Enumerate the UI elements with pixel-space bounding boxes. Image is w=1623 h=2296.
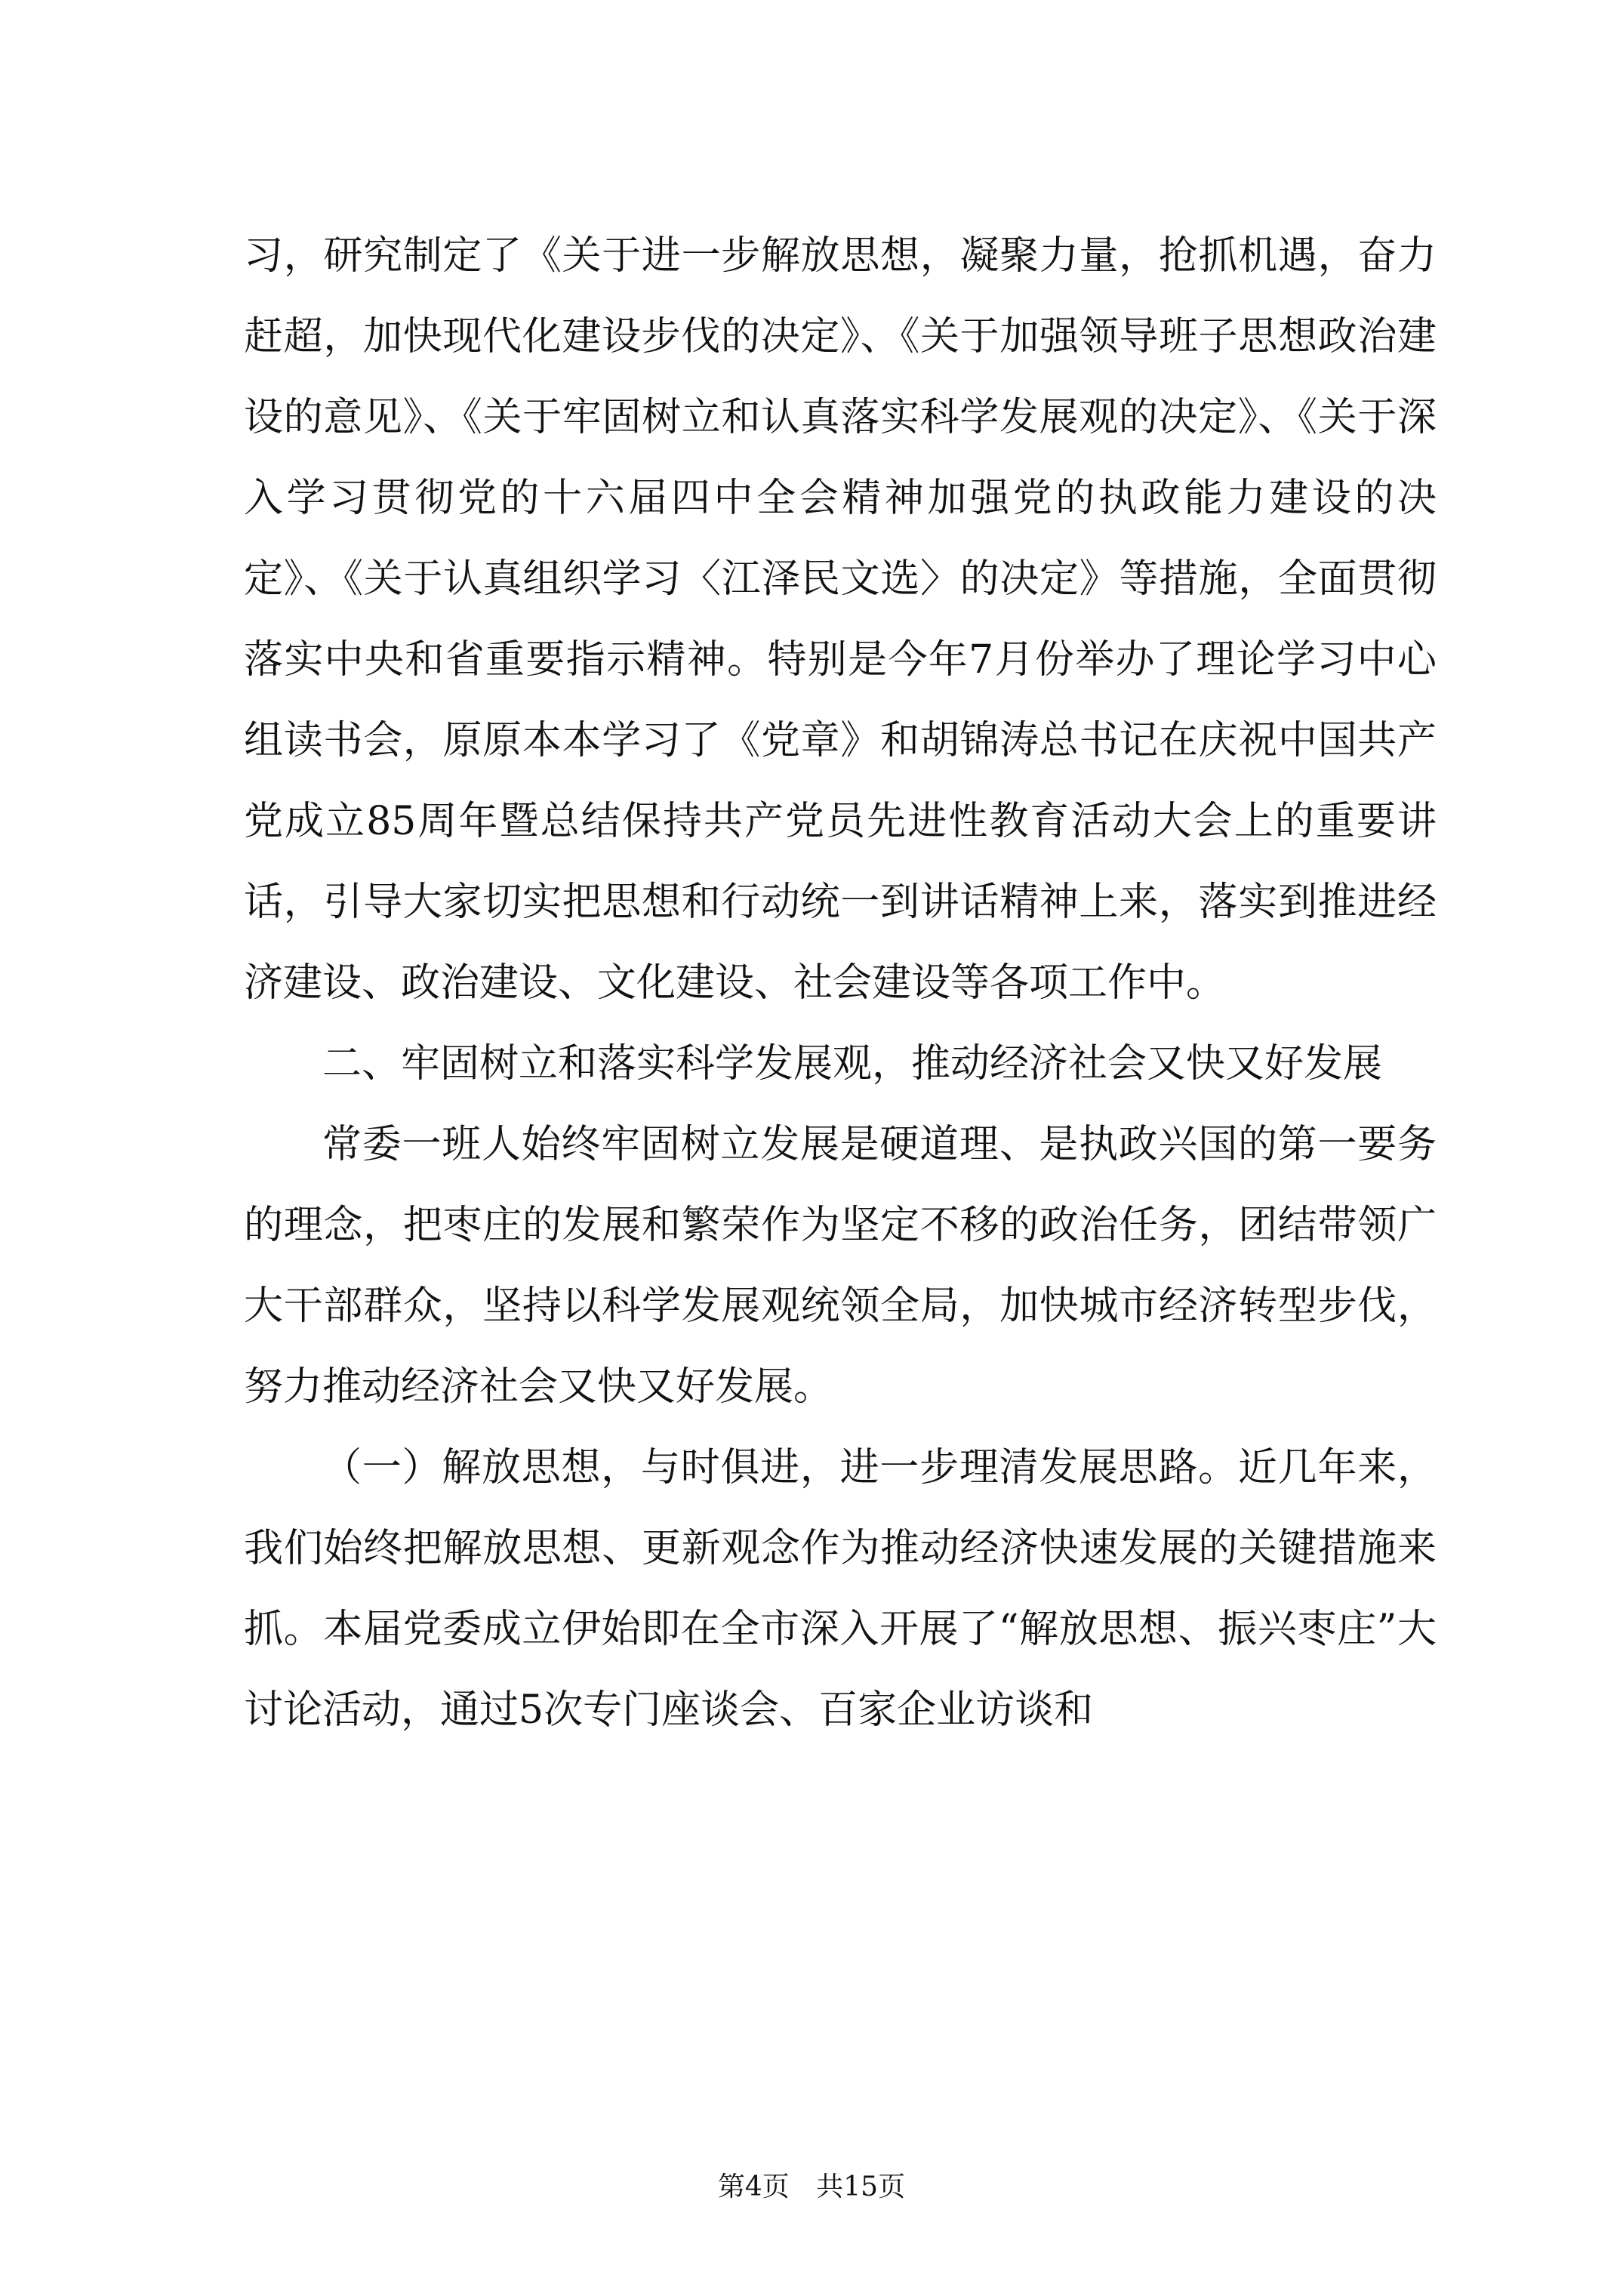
paragraph-1: 习，研究制定了《关于进一步解放思想，凝聚力量，抢抓机遇，奋力赶超，加快现代化建设步伐的决定》、《关于加强领导班子思想政治建设的意见》、《关于牢固树立和认真落实科学发展观的决定》、《关于深入学习贯彻党的十六届四中全会精神加强党的执政能力建设的决定》、《关于认真组织学习〈江泽民文选〉的决定》等措施，全面贯彻落实中央和省重要指示精神。特别是今年7月份举办了理论学习中心组读书会，原原本本学习了《党章》和胡锦涛总书记在庆祝中国共产党成立85周年暨总结保持共产党员先进性教育活动大会上的重要讲话，引导大家切实把思想和行动统一到讲话精神上来，落实到推进经济建设、政治建设、文化建设、社会建设等各项工作中。: [244, 233, 1437, 1006]
paragraph-4: （一）解放思想，与时俱进，进一步理清发展思路。近几年来，我们始终把解放思想、更新观念作为推动经济快速发展的关键措施来抓。本届党委成立伊始即在全市深入开展了“解放思想、振兴枣庄”大讨论活动，通过5次专门座谈会、百家企业访谈和: [244, 1445, 1437, 1733]
section-heading-2: 二、牢固树立和落实科学发展观，推动经济社会又快又好发展: [322, 1041, 1383, 1086]
document-body: [244, 216, 1437, 1751]
page-number: 第4页: [717, 2171, 790, 2202]
page-footer: [0, 2165, 1623, 2204]
page-total: 共15页: [816, 2171, 906, 2202]
paragraph-3: 常委一班人始终牢固树立发展是硬道理、是执政兴国的第一要务的理念，把枣庄的发展和繁荣作为坚定不移的政治任务，团结带领广大干部群众，坚持以科学发展观统领全局，加快城市经济转型步伐，努力推动经济社会又快又好发展。: [244, 1122, 1437, 1410]
